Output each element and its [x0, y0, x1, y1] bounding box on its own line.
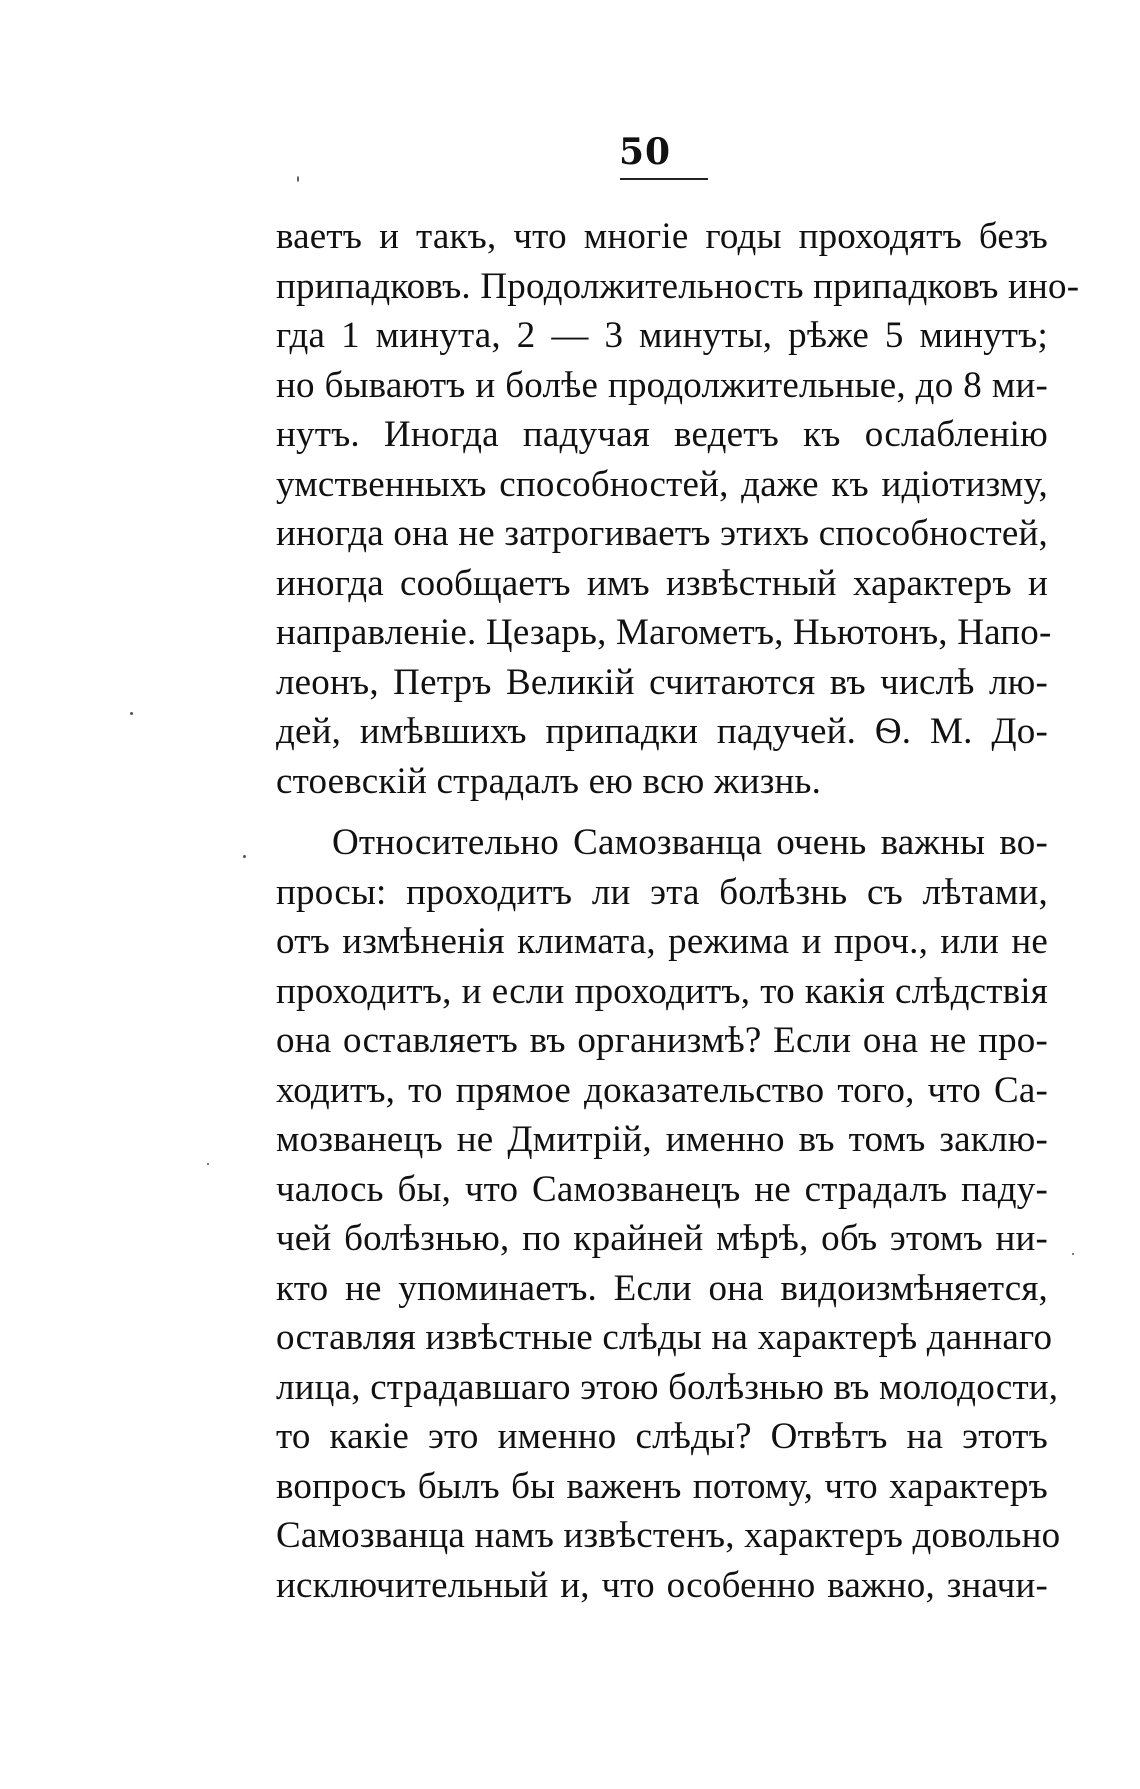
- text-line: нутъ. Иногда падучая ведетъ къ ослабленію: [276, 414, 1048, 455]
- text-line: чалось бы, что Самозванецъ не страдалъ паду-: [276, 1168, 1048, 1210]
- print-speck: [297, 176, 299, 182]
- text-line: мозванецъ не Дмитрій, именно въ томъ заклю-: [276, 1119, 1048, 1160]
- print-speck: [207, 1163, 209, 1165]
- text-line: оставляя извѣстные слѣды на характерѣ даннаго: [276, 1317, 1053, 1358]
- text-line: чей болѣзнью, по крайней мѣрѣ, объ этомъ ни-: [276, 1218, 1048, 1259]
- print-speck: [130, 712, 133, 715]
- print-speck: [1072, 1253, 1074, 1255]
- print-speck: [243, 855, 246, 858]
- text-line: дей, имѣвшихъ припадки падучей. Ѳ. М. До-: [276, 711, 1048, 752]
- text-line: отъ измѣненія климата, режима и проч., или не: [276, 921, 1048, 962]
- text-line: проходитъ, и если проходитъ, то какія слѣдствія: [276, 970, 1048, 1012]
- text-line: иногда она не затрогиваетъ этихъ способностей,: [276, 513, 1048, 554]
- text-line: она оставляетъ въ организмѣ? Если она не про-: [276, 1020, 1048, 1061]
- paragraph-gap: [276, 806, 1048, 818]
- text-line: гда 1 минута, 2 — 3 минуты, рѣже 5 минутъ;: [276, 315, 1048, 356]
- paragraph-2: [276, 818, 1061, 1610]
- text-line: вопросъ былъ бы важенъ потому, что характеръ: [276, 1465, 1048, 1507]
- page-number-rule: [620, 178, 708, 180]
- text-line: просы: проходитъ ли эта болѣзнь съ лѣтами,: [276, 871, 1048, 913]
- text-line: припадковъ. Продолжительность припадковъ ино-: [276, 265, 1080, 307]
- text-line: умственныхъ способностей, даже къ идіотизму,: [276, 463, 1048, 505]
- text-line: иногда сообщаетъ имъ извѣстный характеръ и: [276, 562, 1048, 604]
- paragraph-1: [276, 212, 1080, 806]
- text-line: леонъ, Петръ Великій считаются въ числѣ лю-: [276, 661, 1048, 703]
- text-line: лица, страдавшаго этою болѣзнью въ молодости,: [276, 1366, 1059, 1408]
- page-number: 50: [618, 131, 672, 173]
- text-line: исключительный и, что особенно важно, значи-: [276, 1564, 1048, 1606]
- text-line: направленіе. Цезарь, Магометъ, Ньютонъ, Напо-: [276, 612, 1052, 653]
- text-line: кто не упоминаетъ. Если она видоизмѣняется,: [276, 1267, 1048, 1309]
- text-line: то какіе это именно слѣды? Отвѣтъ на этотъ: [276, 1416, 1048, 1457]
- text-line: но бываютъ и болѣе продолжительные, до 8 ми-: [276, 364, 1048, 406]
- text-line: стоевскій страдалъ ею всю жизнь.: [276, 760, 822, 802]
- body-text: [276, 212, 1080, 1610]
- text-line: Самозванца намъ извѣстенъ, характеръ довольно: [276, 1515, 1061, 1556]
- text-line: ваетъ и такъ, что многіе годы проходятъ безъ: [276, 216, 1048, 257]
- text-line: ходитъ, то прямое доказательство того, что Са-: [276, 1069, 1048, 1111]
- text-line: Относительно Самозванца очень важны во-: [332, 822, 1048, 863]
